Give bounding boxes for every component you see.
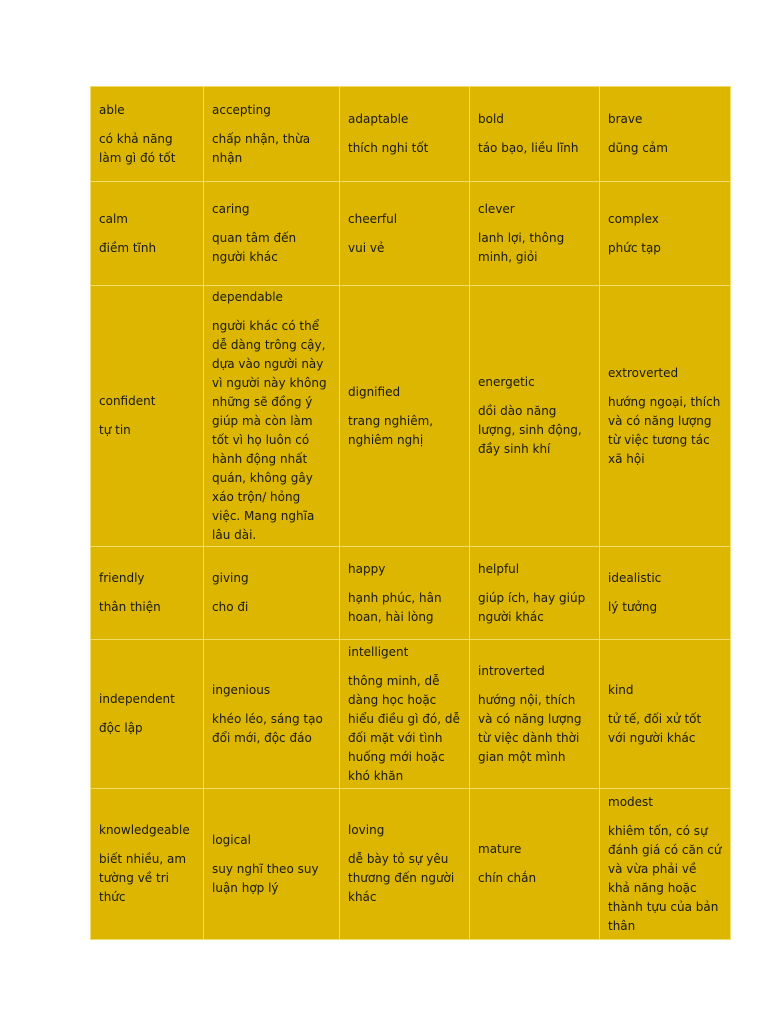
vocab-cell (91, 182, 204, 286)
word-label: confident (99, 394, 156, 408)
meaning-text: điềm tĩnh (99, 240, 157, 255)
vocab-cell (204, 87, 340, 182)
word-label: cheerful (348, 211, 398, 226)
meaning-text: quan tâm đến người khác (212, 231, 297, 264)
word-label: calm (99, 211, 128, 226)
word-label: loving (348, 823, 385, 837)
vocab-cell (91, 87, 204, 182)
meaning-text: thích nghi tốt (348, 141, 429, 155)
word-label: modest (608, 794, 653, 809)
meaning-text: người khác có thể dễ dàng trông cậy, dựa vào người này vì người này không những sẽ đồng ý giúp mà còn làm tốt vì họ luôn có hành động nhất quán, không gây xáo trộn/ hỏng việc. Mang nghĩa lâu dài. (212, 318, 327, 542)
vocabulary-table (90, 86, 731, 940)
vocab-cell (340, 640, 470, 789)
vocab-cell (340, 789, 470, 940)
word-label: introverted (478, 663, 545, 678)
word-label: independent (99, 692, 175, 706)
word-label: brave (608, 112, 643, 126)
word-label: dependable (212, 289, 283, 304)
word-label: adaptable (348, 112, 409, 126)
meaning-text: giúp ích, hay giúp người khác (478, 590, 586, 624)
vocab-cell (204, 286, 340, 547)
word-label: idealistic (608, 571, 662, 585)
word-label: knowledgeable (99, 823, 190, 837)
word-label: mature (478, 842, 522, 856)
meaning-text: hướng nội, thích và có năng lượng từ việc dành thời gian một mình (478, 692, 582, 764)
meaning-text: tử tế, đối xử tốt với người khác (608, 711, 702, 745)
meaning-text: thân thiện (99, 600, 161, 614)
meaning-text: chấp nhận, thừa nhận (212, 131, 311, 165)
word-label: friendly (99, 571, 145, 585)
meaning-text: hạnh phúc, hân hoan, hài lòng (348, 590, 442, 624)
vocab-cell (470, 286, 600, 547)
table-row (91, 547, 731, 640)
word-label: able (99, 102, 125, 117)
word-label: logical (212, 832, 251, 847)
word-label: helpful (478, 561, 520, 576)
vocab-cell (340, 87, 470, 182)
vocab-cell (91, 286, 204, 547)
vocab-cell (91, 547, 204, 640)
word-label: complex (608, 211, 659, 226)
table-row (91, 182, 731, 286)
word-label: kind (608, 682, 634, 697)
word-label: caring (212, 202, 250, 216)
meaning-text: có khả năng làm gì đó tốt (99, 131, 176, 165)
vocab-cell (470, 640, 600, 789)
vocab-cell (470, 789, 600, 940)
meaning-text: độc lập (99, 721, 143, 735)
meaning-text: cho đi (212, 600, 249, 614)
meaning-text: dễ bày tỏ sự yêu thương đến người khác (348, 852, 455, 904)
vocab-cell (340, 286, 470, 547)
vocab-cell (204, 640, 340, 789)
vocab-cell (91, 789, 204, 940)
meaning-text: hướng ngoại, thích và có năng lượng từ việc tương tác xã hội (608, 394, 721, 466)
meaning-text: thông minh, dễ dàng học hoặc hiểu điều gì đó, dễ đối mặt với tình huống mới hoặc khó khăn (348, 673, 460, 783)
vocab-cell (600, 789, 731, 940)
vocab-cell (470, 547, 600, 640)
vocab-cell (204, 182, 340, 286)
meaning-text: lý tưởng (608, 600, 658, 614)
word-label: giving (212, 571, 249, 585)
vocab-cell (600, 87, 731, 182)
meaning-text: dồi dào năng lượng, sinh động, đầy sinh khí (478, 404, 582, 456)
table-row (91, 640, 731, 789)
vocab-cell (204, 789, 340, 940)
meaning-text: khéo léo, sáng tạo đổi mới, độc đáo (212, 711, 323, 745)
table-row (91, 87, 731, 182)
word-label: ingenious (212, 682, 271, 697)
vocab-cell (91, 640, 204, 789)
word-label: extroverted (608, 365, 679, 380)
meaning-text: tự tin (99, 423, 131, 437)
vocab-cell (470, 87, 600, 182)
meaning-text: biết nhiều, am tường về tri thức (99, 852, 187, 904)
vocab-cell (340, 547, 470, 640)
word-label: energetic (478, 375, 535, 389)
meaning-text: dũng cảm (608, 141, 668, 155)
word-label: dignified (348, 384, 401, 399)
word-label: accepting (212, 102, 271, 117)
meaning-text: suy nghĩ theo suy luận hợp lý (212, 861, 319, 895)
vocab-cell (600, 286, 731, 547)
word-label: intelligent (348, 644, 409, 659)
vocab-cell (204, 547, 340, 640)
vocab-cell (600, 640, 731, 789)
meaning-text: táo bạo, liều lĩnh (478, 141, 579, 155)
meaning-text: phức tạp (608, 240, 661, 255)
vocab-cell (600, 547, 731, 640)
meaning-text: trang nghiêm, nghiêm nghị (348, 413, 434, 447)
vocab-cell (600, 182, 731, 286)
word-label: clever (478, 202, 515, 216)
meaning-text: chín chắn (478, 871, 537, 885)
meaning-text: vui vẻ (348, 240, 385, 255)
meaning-text: lanh lợi, thông minh, giỏi (478, 231, 565, 264)
vocab-cell (340, 182, 470, 286)
meaning-text: khiêm tốn, có sự đánh giá có căn cứ và vừa phải về khả năng hoặc thành tựu của bản thân (608, 823, 722, 933)
vocab-cell (470, 182, 600, 286)
table-row (91, 286, 731, 547)
word-label: bold (478, 112, 504, 126)
table-row (91, 789, 731, 940)
word-label: happy (348, 561, 386, 576)
